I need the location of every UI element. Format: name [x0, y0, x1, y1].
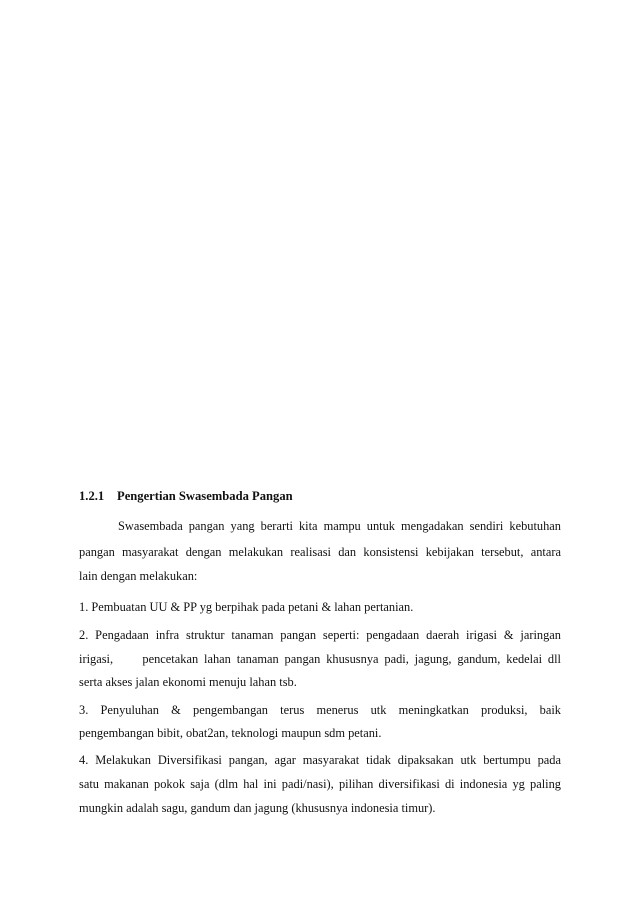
list-item-4-line-3: mungkin adalah sagu, gandum dan jagung (khususnya indonesia timur).: [79, 801, 436, 815]
section-number: 1.2.1: [79, 489, 105, 503]
list-item-1-line-1: 1. Pembuatan UU & PP yg berpihak pada petani & lahan pertanian.: [79, 600, 414, 614]
list-item-2-line-1: 2. Pengadaan infra struktur tanaman pangan seperti: pengadaan daerah irigasi & jaringan: [79, 628, 561, 642]
section-title: Pengertian Swasembada Pangan: [117, 489, 293, 503]
list-item-4-line-2: satu makanan pokok saja (dlm hal ini padi/nasi), pilihan diversifikasi di indonesia yg paling: [79, 777, 561, 791]
list-item-2-line-2: irigasi, pencetakan lahan tanaman pangan khususnya padi, jagung, gandum, kedelai dll: [79, 652, 561, 666]
list-item-4-line-1: 4. Melakukan Diversifikasi pangan, agar masyarakat tidak dipaksakan utk bertumpu pada: [79, 753, 561, 767]
intro-line-2: pangan masyarakat dengan melakukan realisasi dan konsistensi kebijakan tersebut, antara: [79, 545, 561, 559]
section-heading: [79, 488, 293, 504]
list-item-3-line-1: 3. Penyuluhan & pengembangan terus menerus utk meningkatkan produksi, baik: [79, 703, 561, 717]
list-item-2-line-3: serta akses jalan ekonomi menuju lahan tsb.: [79, 675, 297, 689]
intro-line-3: lain dengan melakukan:: [79, 569, 198, 583]
intro-line-1: Swasembada pangan yang berarti kita mampu untuk mengadakan sendiri kebutuhan: [118, 519, 561, 533]
list-item-3-line-2: pengembangan bibit, obat2an, teknologi maupun sdm petani.: [79, 726, 382, 740]
